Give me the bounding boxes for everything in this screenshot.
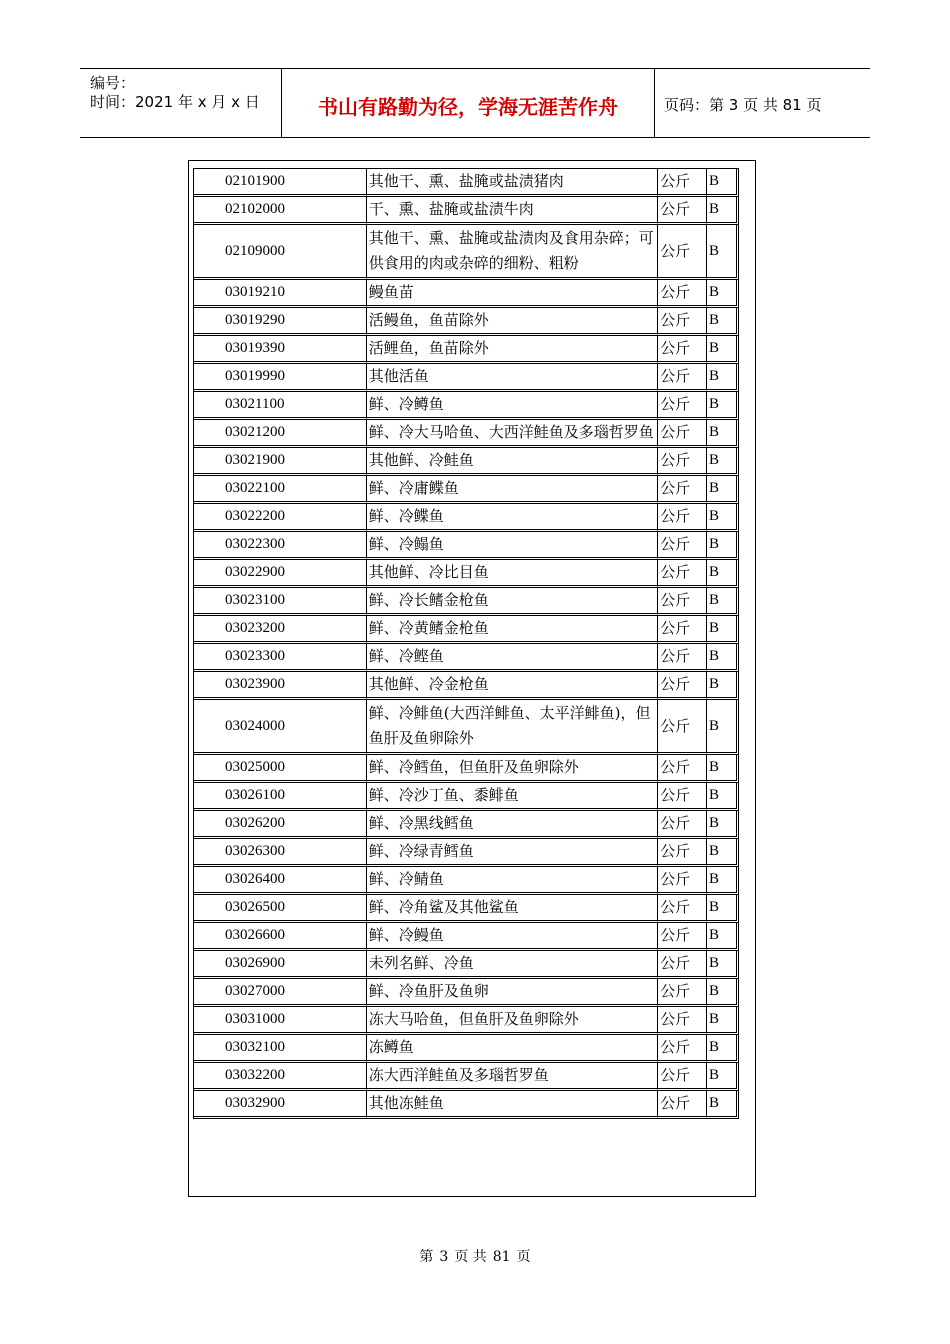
- table-row: [194, 476, 739, 504]
- item-code: 02101900: [194, 169, 367, 197]
- item-description: 鲜、冷角鲨及其他鲨鱼: [367, 895, 658, 923]
- item-description: 其他干、熏、盐腌或盐渍猪肉: [367, 169, 658, 197]
- table-row: [194, 560, 739, 588]
- table-row: [194, 783, 739, 811]
- item-class: B: [707, 476, 739, 504]
- item-description: 冻大西洋鲑鱼及多瑙哲罗鱼: [367, 1063, 658, 1091]
- item-description: 鲜、冷长鳍金枪鱼: [367, 588, 658, 616]
- item-class: B: [707, 169, 739, 197]
- item-description: 其他鲜、冷金枪鱼: [367, 672, 658, 700]
- item-class: B: [707, 364, 739, 392]
- item-description: 冻大马哈鱼，但鱼肝及鱼卵除外: [367, 1007, 658, 1035]
- page-footer: [0, 1246, 950, 1266]
- item-class: B: [707, 280, 739, 308]
- item-class: B: [707, 392, 739, 420]
- table-row: [194, 672, 739, 700]
- item-unit: 公斤: [658, 364, 707, 392]
- item-description: 活鳗鱼，鱼苗除外: [367, 308, 658, 336]
- table-row: [194, 1007, 739, 1035]
- item-unit: 公斤: [658, 755, 707, 783]
- header-motto-cell: [282, 69, 655, 137]
- item-description: 鲜、冷鲱鱼(大西洋鲱鱼、太平洋鲱鱼)，但鱼肝及鱼卵除外: [367, 700, 658, 755]
- item-code: 03026900: [194, 951, 367, 979]
- item-code: 03027000: [194, 979, 367, 1007]
- item-unit: 公斤: [658, 700, 707, 755]
- item-description: 鲜、冷沙丁鱼、黍鲱鱼: [367, 783, 658, 811]
- item-class: B: [707, 923, 739, 951]
- item-description: 鲜、冷鲣鱼: [367, 644, 658, 672]
- item-unit: 公斤: [658, 420, 707, 448]
- item-code: 03022100: [194, 476, 367, 504]
- item-description: 鲜、冷鳎鱼: [367, 532, 658, 560]
- item-unit: 公斤: [658, 644, 707, 672]
- item-code: 03022900: [194, 560, 367, 588]
- item-description: 鲜、冷鳕鱼，但鱼肝及鱼卵除外: [367, 755, 658, 783]
- item-unit: 公斤: [658, 476, 707, 504]
- serial-label: 编号：: [90, 74, 136, 92]
- item-description: 鲜、冷黄鳍金枪鱼: [367, 616, 658, 644]
- item-unit: 公斤: [658, 392, 707, 420]
- motto-text: 书山有路勤为径，学海无涯苦作舟: [318, 95, 618, 119]
- item-code: 02102000: [194, 197, 367, 225]
- item-unit: 公斤: [658, 783, 707, 811]
- tariff-table-body: [194, 169, 739, 1119]
- header-meta-cell: [80, 69, 282, 137]
- item-description: 鳗鱼苗: [367, 280, 658, 308]
- table-row: [194, 225, 739, 280]
- item-code: 03019290: [194, 308, 367, 336]
- table-row: [194, 308, 739, 336]
- item-description: 鲜、冷大马哈鱼、大西洋鲑鱼及多瑙哲罗鱼: [367, 420, 658, 448]
- item-class: B: [707, 700, 739, 755]
- footer-page-number: 3: [439, 1249, 449, 1265]
- item-description: 鲜、冷黑线鳕鱼: [367, 811, 658, 839]
- table-row: [194, 951, 739, 979]
- item-class: B: [707, 783, 739, 811]
- item-description: 鲜、冷绿青鳕鱼: [367, 839, 658, 867]
- item-unit: 公斤: [658, 1063, 707, 1091]
- item-description: 鲜、冷鲽鱼: [367, 504, 658, 532]
- item-unit: 公斤: [658, 672, 707, 700]
- table-row: [194, 504, 739, 532]
- item-description: 鲜、冷鳟鱼: [367, 392, 658, 420]
- item-class: B: [707, 336, 739, 364]
- table-row: [194, 923, 739, 951]
- item-unit: 公斤: [658, 532, 707, 560]
- item-class: B: [707, 1063, 739, 1091]
- item-code: 03023100: [194, 588, 367, 616]
- item-class: B: [707, 197, 739, 225]
- table-row: [194, 169, 739, 197]
- footer-suffix: 页: [516, 1249, 531, 1265]
- table-row: [194, 364, 739, 392]
- item-code: 03026100: [194, 783, 367, 811]
- item-class: B: [707, 755, 739, 783]
- item-class: B: [707, 672, 739, 700]
- item-unit: 公斤: [658, 225, 707, 280]
- item-code: 03026600: [194, 923, 367, 951]
- table-row: [194, 532, 739, 560]
- item-code: 03022300: [194, 532, 367, 560]
- page-info: 页码：第 3 页 共 81 页: [664, 96, 822, 114]
- item-unit: 公斤: [658, 448, 707, 476]
- item-unit: 公斤: [658, 1007, 707, 1035]
- table-row: [194, 700, 739, 755]
- item-code: 03026400: [194, 867, 367, 895]
- item-unit: 公斤: [658, 951, 707, 979]
- item-class: B: [707, 951, 739, 979]
- item-class: B: [707, 811, 739, 839]
- footer-total-pages: 81: [492, 1249, 511, 1265]
- date-label: 时间：2021 年 x 月 x 日: [90, 93, 260, 111]
- table-row: [194, 755, 739, 783]
- table-row: [194, 392, 739, 420]
- item-class: B: [707, 867, 739, 895]
- item-code: 03031000: [194, 1007, 367, 1035]
- item-code: 03021900: [194, 448, 367, 476]
- item-unit: 公斤: [658, 169, 707, 197]
- item-description: 鲜、冷鲭鱼: [367, 867, 658, 895]
- item-code: 03026500: [194, 895, 367, 923]
- item-description: 其他干、熏、盐腌或盐渍肉及食用杂碎；可供食用的肉或杂碎的细粉、粗粉: [367, 225, 658, 280]
- item-code: 03024000: [194, 700, 367, 755]
- item-class: B: [707, 448, 739, 476]
- item-unit: 公斤: [658, 504, 707, 532]
- table-row: [194, 1035, 739, 1063]
- item-unit: 公斤: [658, 895, 707, 923]
- item-code: 03021200: [194, 420, 367, 448]
- item-class: B: [707, 839, 739, 867]
- header-page-cell: [655, 69, 870, 137]
- item-code: 03019210: [194, 280, 367, 308]
- item-class: B: [707, 504, 739, 532]
- table-row: [194, 420, 739, 448]
- item-class: B: [707, 1035, 739, 1063]
- item-code: 03023300: [194, 644, 367, 672]
- item-class: B: [707, 616, 739, 644]
- table-row: [194, 895, 739, 923]
- item-code: 03023200: [194, 616, 367, 644]
- item-class: B: [707, 532, 739, 560]
- item-description: 其他鲜、冷鲑鱼: [367, 448, 658, 476]
- item-unit: 公斤: [658, 308, 707, 336]
- page-header: [80, 68, 870, 138]
- item-unit: 公斤: [658, 197, 707, 225]
- item-unit: 公斤: [658, 560, 707, 588]
- tariff-table: [193, 168, 739, 1119]
- item-class: B: [707, 308, 739, 336]
- item-code: 03026200: [194, 811, 367, 839]
- item-class: B: [707, 1091, 739, 1119]
- table-row: [194, 644, 739, 672]
- item-unit: 公斤: [658, 336, 707, 364]
- footer-prefix: 第: [419, 1249, 434, 1265]
- table-row: [194, 588, 739, 616]
- item-class: B: [707, 560, 739, 588]
- item-class: B: [707, 644, 739, 672]
- item-description: 干、熏、盐腌或盐渍牛肉: [367, 197, 658, 225]
- item-unit: 公斤: [658, 867, 707, 895]
- table-row: [194, 979, 739, 1007]
- item-code: 03032900: [194, 1091, 367, 1119]
- item-class: B: [707, 895, 739, 923]
- item-code: 02109000: [194, 225, 367, 280]
- item-code: 03025000: [194, 755, 367, 783]
- item-description: 其他活鱼: [367, 364, 658, 392]
- item-code: 03019390: [194, 336, 367, 364]
- item-code: 03019990: [194, 364, 367, 392]
- table-row: [194, 616, 739, 644]
- table-row: [194, 1091, 739, 1119]
- item-unit: 公斤: [658, 1035, 707, 1063]
- item-description: 其他冻鲑鱼: [367, 1091, 658, 1119]
- item-code: 03023900: [194, 672, 367, 700]
- table-row: [194, 811, 739, 839]
- item-class: B: [707, 1007, 739, 1035]
- item-unit: 公斤: [658, 280, 707, 308]
- item-unit: 公斤: [658, 811, 707, 839]
- item-unit: 公斤: [658, 979, 707, 1007]
- table-row: [194, 867, 739, 895]
- footer-mid: 页 共: [454, 1249, 487, 1265]
- item-class: B: [707, 588, 739, 616]
- item-code: 03021100: [194, 392, 367, 420]
- table-row: [194, 1063, 739, 1091]
- table-row: [194, 839, 739, 867]
- item-description: 鲜、冷鳗鱼: [367, 923, 658, 951]
- item-description: 活鲤鱼，鱼苗除外: [367, 336, 658, 364]
- item-unit: 公斤: [658, 923, 707, 951]
- item-description: 鲜、冷鱼肝及鱼卵: [367, 979, 658, 1007]
- item-code: 03032200: [194, 1063, 367, 1091]
- item-description: 冻鳟鱼: [367, 1035, 658, 1063]
- item-unit: 公斤: [658, 616, 707, 644]
- table-row: [194, 336, 739, 364]
- item-code: 03026300: [194, 839, 367, 867]
- item-code: 03022200: [194, 504, 367, 532]
- table-row: [194, 197, 739, 225]
- item-code: 03032100: [194, 1035, 367, 1063]
- item-unit: 公斤: [658, 1091, 707, 1119]
- item-description: 其他鲜、冷比目鱼: [367, 560, 658, 588]
- item-class: B: [707, 225, 739, 280]
- table-row: [194, 280, 739, 308]
- item-class: B: [707, 979, 739, 1007]
- item-description: 未列名鲜、冷鱼: [367, 951, 658, 979]
- item-description: 鲜、冷庸鲽鱼: [367, 476, 658, 504]
- item-class: B: [707, 420, 739, 448]
- item-unit: 公斤: [658, 839, 707, 867]
- table-row: [194, 448, 739, 476]
- item-unit: 公斤: [658, 588, 707, 616]
